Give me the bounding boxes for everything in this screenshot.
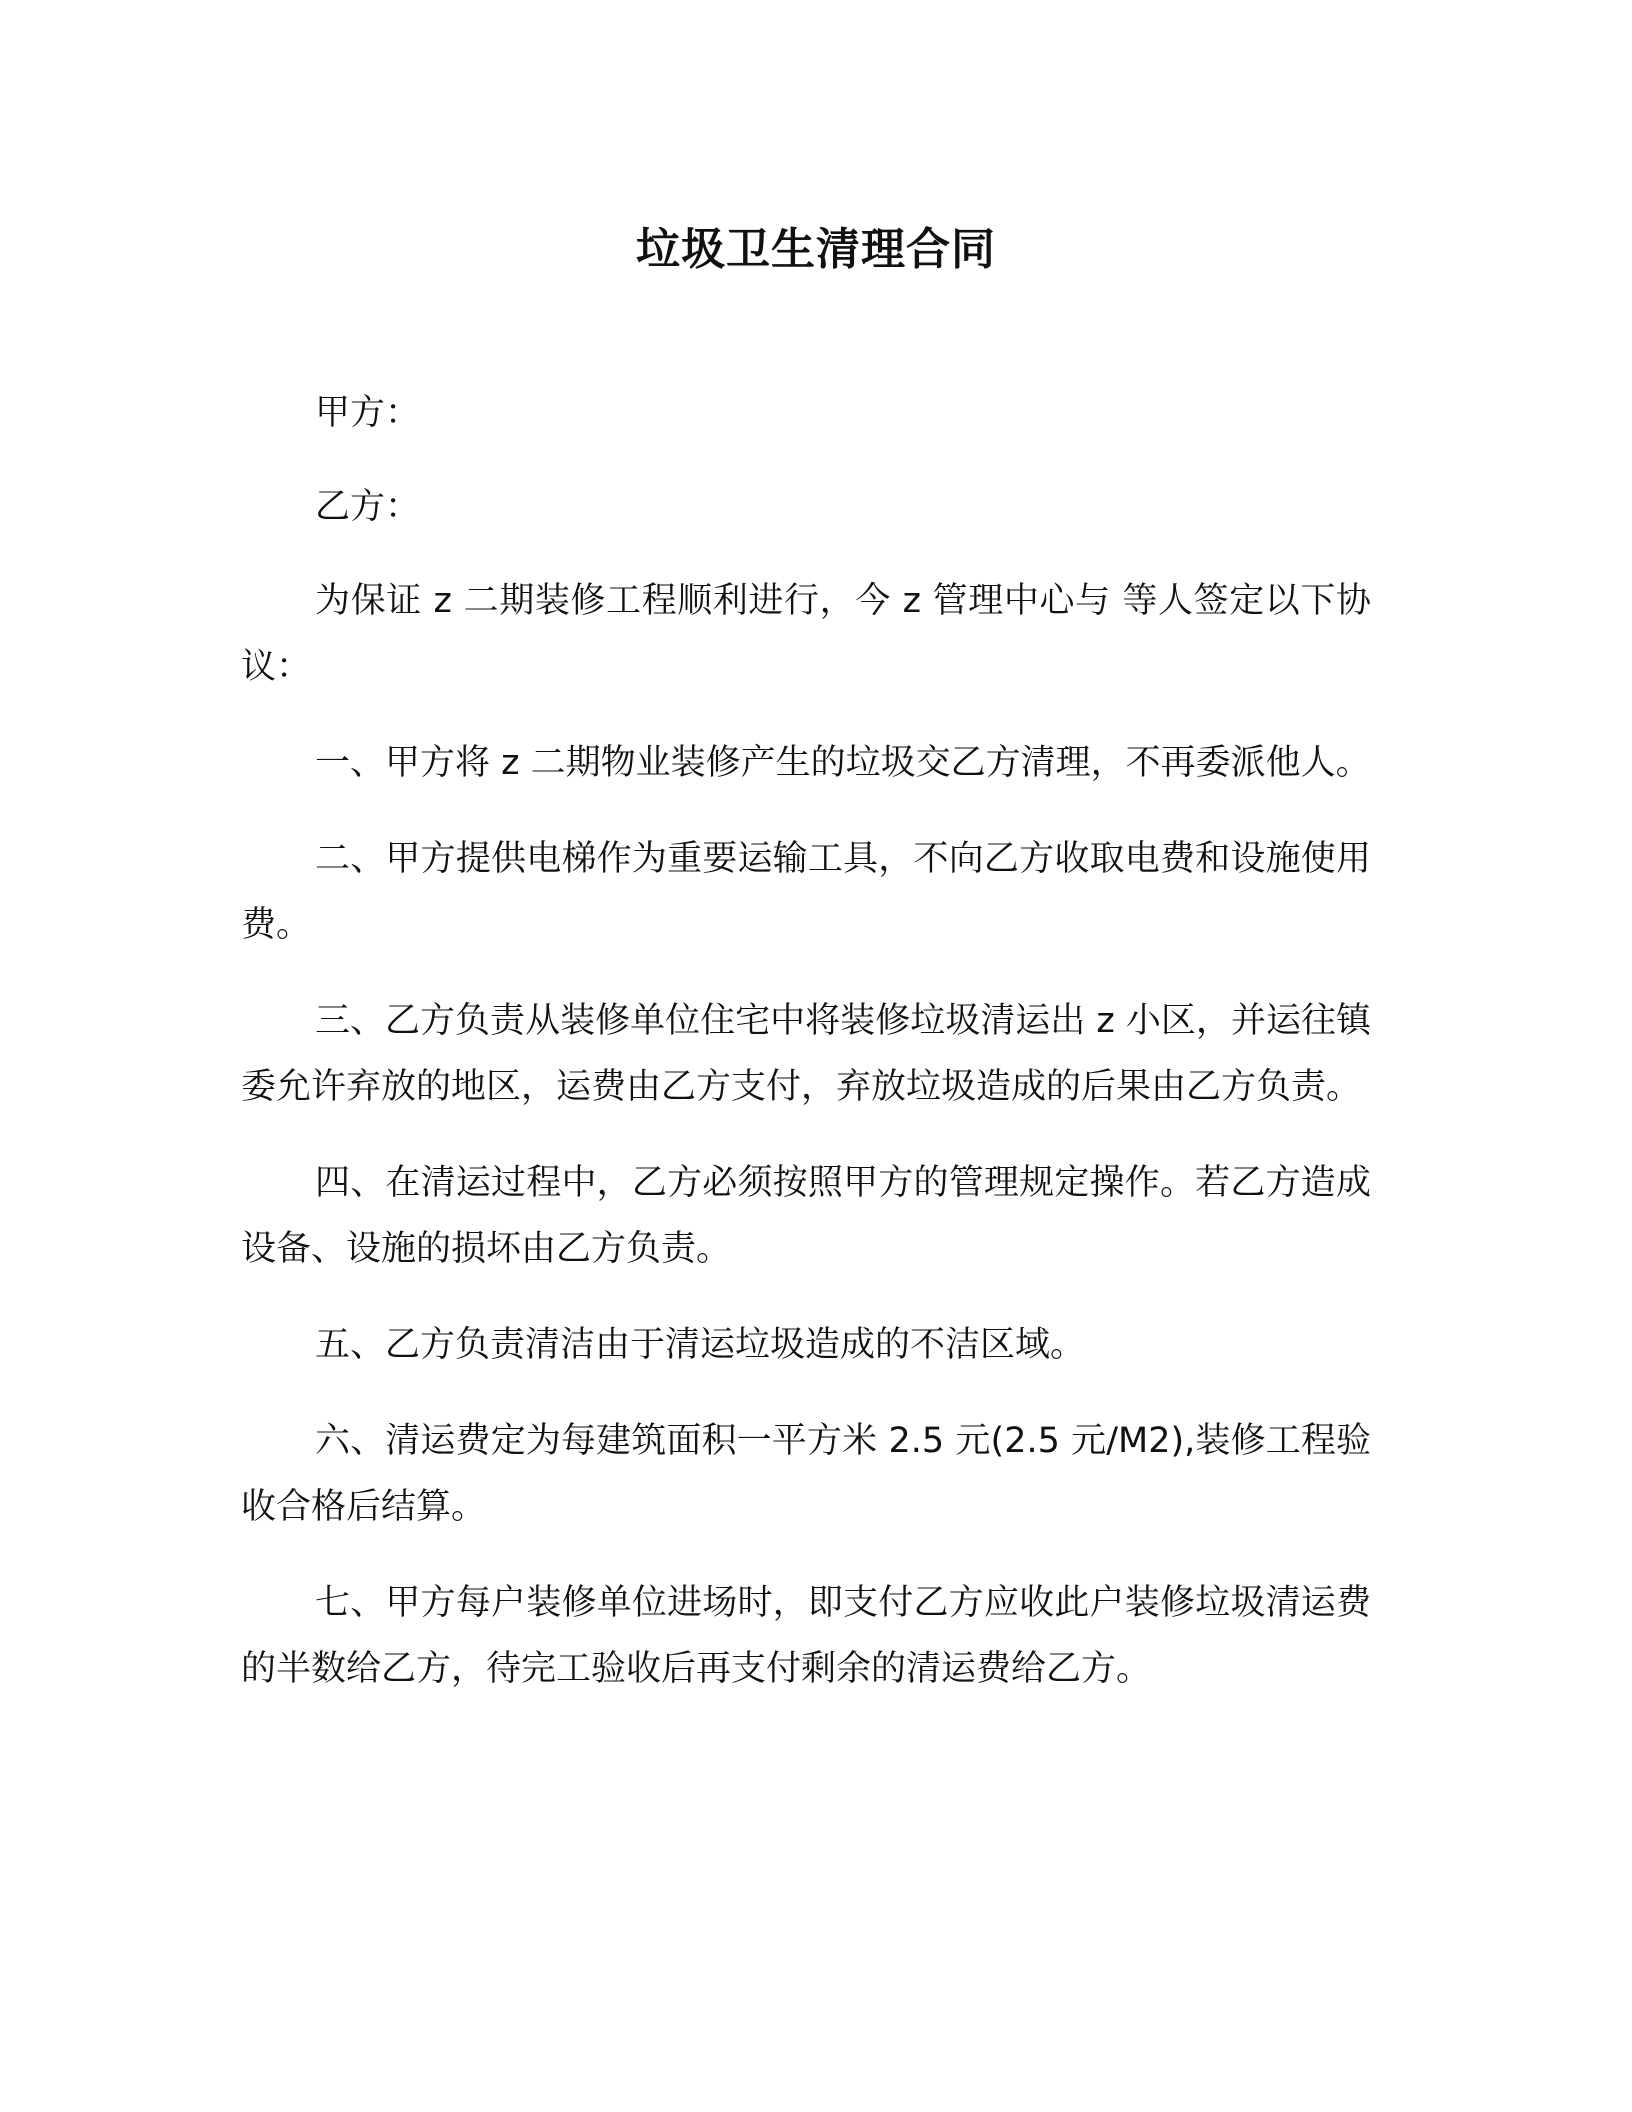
document-body	[241, 380, 1371, 1732]
clause-1: 一、甲方将 z 二期物业装修产生的垃圾交乙方清理，不再委派他人。	[315, 743, 1371, 783]
clause-5: 五、乙方负责清洁由于清运垃圾造成的不洁区域。	[315, 1325, 1086, 1365]
document-title: 垃圾卫生清理合同	[636, 224, 996, 275]
clause-7: 七、甲方每户装修单位进场时，即支付乙方应收此户装修垃圾清运费的半数给乙方，待完工验收后再支付剩余的清运费给乙方。	[241, 1583, 1371, 1689]
party-a-line: 甲方：	[315, 393, 421, 433]
party-b-line: 乙方：	[315, 487, 421, 527]
clause-4: 四、在清运过程中，乙方必须按照甲方的管理规定操作。若乙方造成设备、设施的损坏由乙方负责。	[241, 1163, 1371, 1269]
clause-3: 三、乙方负责从装修单位住宅中将装修垃圾清运出 z 小区，并运往镇委允许弃放的地区，运费由乙方支付，弃放垃圾造成的后果由乙方负责。	[241, 1001, 1371, 1107]
clause-6: 六、清运费定为每建筑面积一平方米 2.5 元(2.5 元/M2),装修工程验收合格后结算。	[241, 1421, 1371, 1527]
clause-2: 二、甲方提供电梯作为重要运输工具，不向乙方收取电费和设施使用费。	[241, 839, 1371, 945]
intro-paragraph: 为保证 z 二期装修工程顺利进行，今 z 管理中心与 等人签定以下协议：	[241, 581, 1371, 687]
